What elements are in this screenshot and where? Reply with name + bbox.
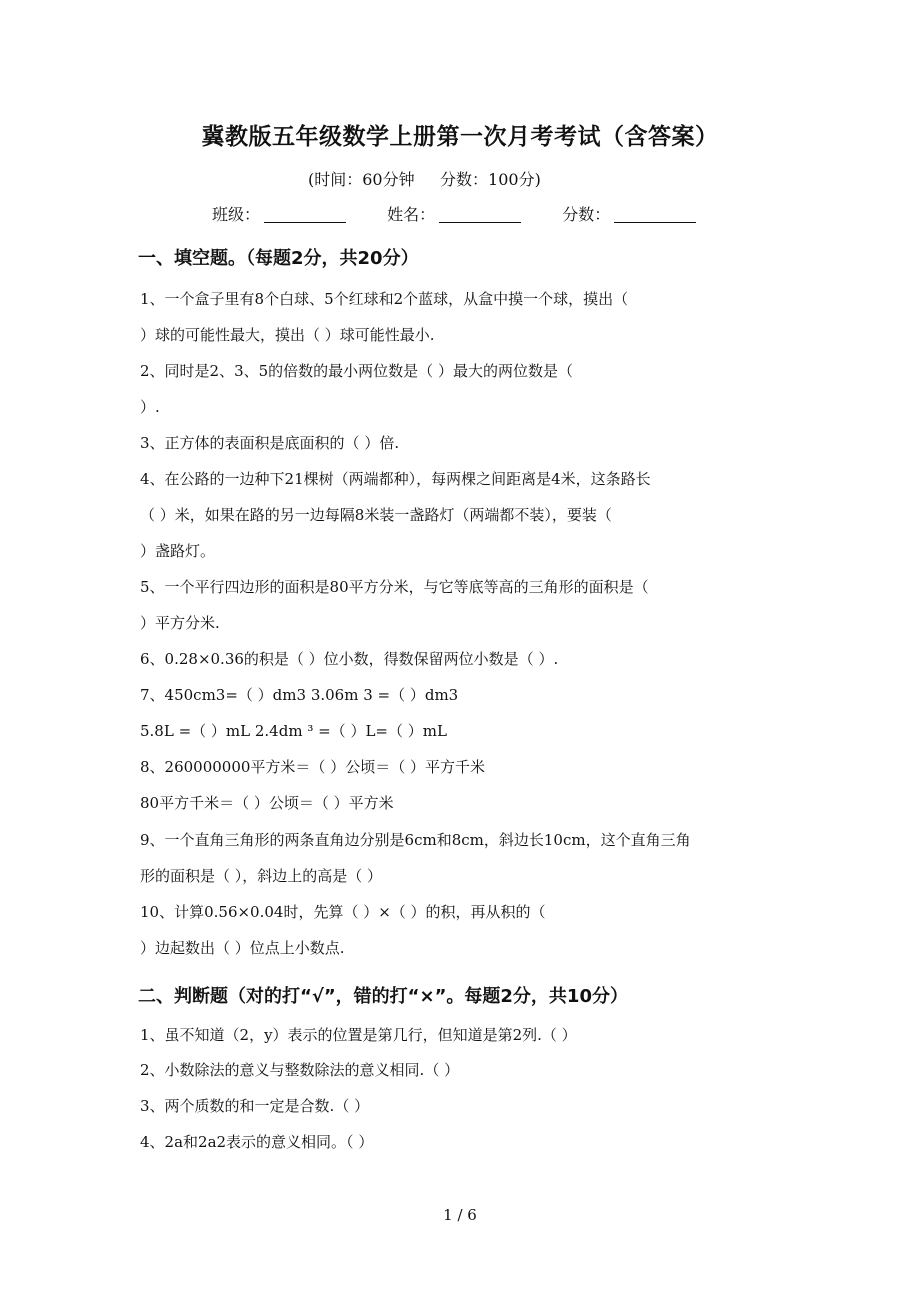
class-label: 班级： bbox=[212, 205, 261, 224]
question-line: 2、同时是2、3、5的倍数的最小两位数是（ ）最大的两位数是（ bbox=[140, 362, 573, 380]
question-line: 80平方千米＝（ ）公顷＝（ ）平方米 bbox=[140, 794, 394, 812]
name-field bbox=[387, 202, 521, 225]
question-line: 1、虽不知道（2，y）表示的位置是第几行，但知道是第2列.（ ） bbox=[140, 1026, 577, 1044]
question-line: 3、两个质数的和一定是合数.（ ） bbox=[140, 1097, 370, 1115]
question-line: （ ）米，如果在路的另一边每隔8米装一盏路灯（两端都不装），要装（ bbox=[140, 506, 612, 524]
section-fill-in-heading: 一、填空题。（每题2分，共20分） bbox=[138, 248, 419, 269]
question-line: 1、一个盒子里有8个白球、5个红球和2个蓝球，从盒中摸一个球，摸出（ bbox=[140, 290, 629, 308]
question-line: 形的面积是（ ），斜边上的高是（ ） bbox=[140, 867, 383, 885]
question-line: 9、一个直角三角形的两条直角边分别是6cm和8cm，斜边长10cm，这个直角三角 bbox=[140, 831, 691, 849]
page-number: 1 / 6 bbox=[443, 1206, 477, 1224]
question-line: 4、在公路的一边种下21棵树（两端都种），每两棵之间距离是4米，这条路长 bbox=[140, 470, 651, 488]
score-label: 分数： bbox=[562, 205, 611, 224]
question-line: ）边起数出（ ）位点上小数点. bbox=[140, 939, 345, 957]
name-blank[interactable] bbox=[439, 208, 521, 223]
name-label: 姓名： bbox=[387, 205, 436, 224]
question-line: 2、小数除法的意义与整数除法的意义相同.（ ） bbox=[140, 1061, 460, 1079]
question-line: ）球的可能性最大，摸出（ ）球可能性最小. bbox=[140, 326, 435, 344]
question-line: 4、2a和2a2表示的意义相同。（ ） bbox=[140, 1133, 374, 1151]
exam-time-score: (时间：60分钟 分数：100分) bbox=[308, 170, 541, 189]
question-line: 7、450cm3=（ ）dm3 3.06m 3 =（ ）dm3 bbox=[140, 686, 459, 704]
question-line: 5、一个平行四边形的面积是80平方分米，与它等底等高的三角形的面积是（ bbox=[140, 578, 649, 596]
question-line: 8、260000000平方米＝（ ）公顷＝（ ）平方千米 bbox=[140, 758, 485, 776]
student-info-row bbox=[212, 202, 732, 225]
question-line: 5.8L =（ ）mL 2.4dm ³ =（ ）L=（ ）mL bbox=[140, 722, 447, 740]
question-line: ）平方分米. bbox=[140, 614, 220, 632]
question-line: ）. bbox=[140, 398, 160, 416]
question-line: ）盏路灯。 bbox=[140, 542, 216, 560]
question-line: 10、计算0.56×0.04时，先算（ ）×（ ）的积，再从积的（ bbox=[140, 903, 546, 921]
page-title: 冀教版五年级数学上册第一次月考考试（含答案） bbox=[201, 124, 719, 150]
class-field bbox=[212, 202, 346, 225]
score-field bbox=[562, 202, 696, 225]
section-true-false-heading: 二、判断题（对的打“√”，错的打“×”。每题2分，共10分） bbox=[138, 986, 628, 1007]
class-blank[interactable] bbox=[264, 208, 346, 223]
question-line: 6、0.28×0.36的积是（ ）位小数，得数保留两位小数是（ ）. bbox=[140, 650, 559, 668]
score-blank[interactable] bbox=[614, 208, 696, 223]
question-line: 3、正方体的表面积是底面积的（ ）倍. bbox=[140, 434, 400, 452]
